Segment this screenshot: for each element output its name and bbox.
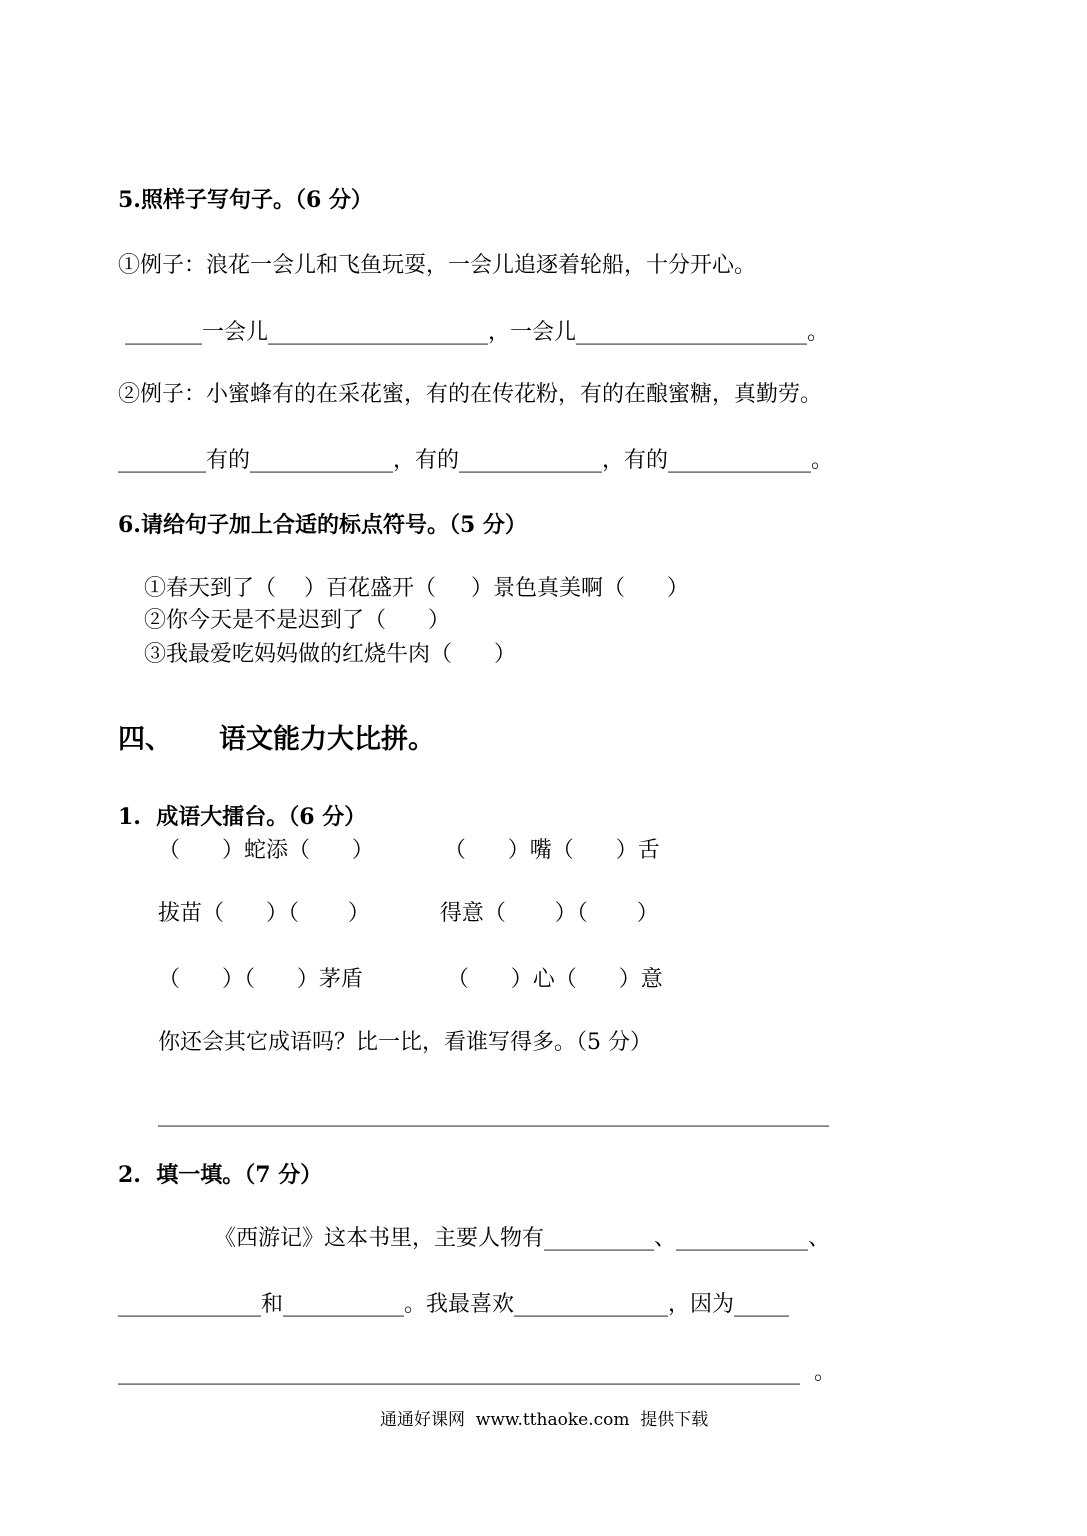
q5-fill-1[interactable]: _______一会儿____________________，一会儿_____________________。	[118, 320, 829, 345]
idiom-row-3[interactable]: （ ）（ ）茅盾 （ ）心（ ）意	[158, 967, 663, 992]
s4-q2-line-2[interactable]: _____________和___________。我最喜欢______________，因为_____	[118, 1292, 790, 1317]
idiom-row-2[interactable]: 拔苗（ ）（ ） 得意（ ）（ ）	[158, 901, 659, 926]
q6-item-2[interactable]: ②你今天是不是迟到了（ ）	[144, 608, 450, 633]
q5-example-1: ①例子：浪花一会儿和飞鱼玩耍，一会儿追逐着轮船，十分开心。	[118, 253, 757, 278]
s4-q2-line-1[interactable]: 《西游记》这本书里，主要人物有__________、____________、	[214, 1226, 831, 1251]
section-4-title: 四、 语文能力大比拼。	[118, 724, 435, 755]
q5-title: 5.照样子写句子。（6 分）	[118, 187, 373, 213]
more-idioms-blank[interactable]: _____________________________________________________________	[158, 1102, 829, 1127]
q6-item-1[interactable]: ①春天到了（ ）百花盛开（ ）景色真美啊（ ）	[144, 576, 689, 601]
s4-q2-line-3[interactable]: ______________________________________________________________ 。	[118, 1360, 836, 1385]
idiom-row-1[interactable]: （ ）蛇添（ ） （ ）嘴（ ）舌	[158, 838, 660, 863]
more-idioms-prompt: 你还会其它成语吗？比一比，看谁写得多。（5 分）	[158, 1030, 652, 1055]
q6-item-3[interactable]: ③我最爱吃妈妈做的红烧牛肉（ ）	[144, 642, 516, 667]
page-footer: 通通好课网 www.tthaoke.com 提供下载	[380, 1410, 709, 1430]
q5-example-2: ②例子：小蜜蜂有的在采花蜜，有的在传花粉，有的在酿蜜糖，真勤劳。	[118, 382, 823, 407]
q6-title: 6.请给句子加上合适的标点符号。（5 分）	[118, 512, 527, 538]
q5-fill-2[interactable]: ________有的_____________，有的_____________，有的_____________。	[118, 448, 834, 473]
s4-q2-title: 2. 填一填。（7 分）	[118, 1162, 323, 1188]
s4-q1-title: 1. 成语大擂台。（6 分）	[118, 804, 367, 830]
